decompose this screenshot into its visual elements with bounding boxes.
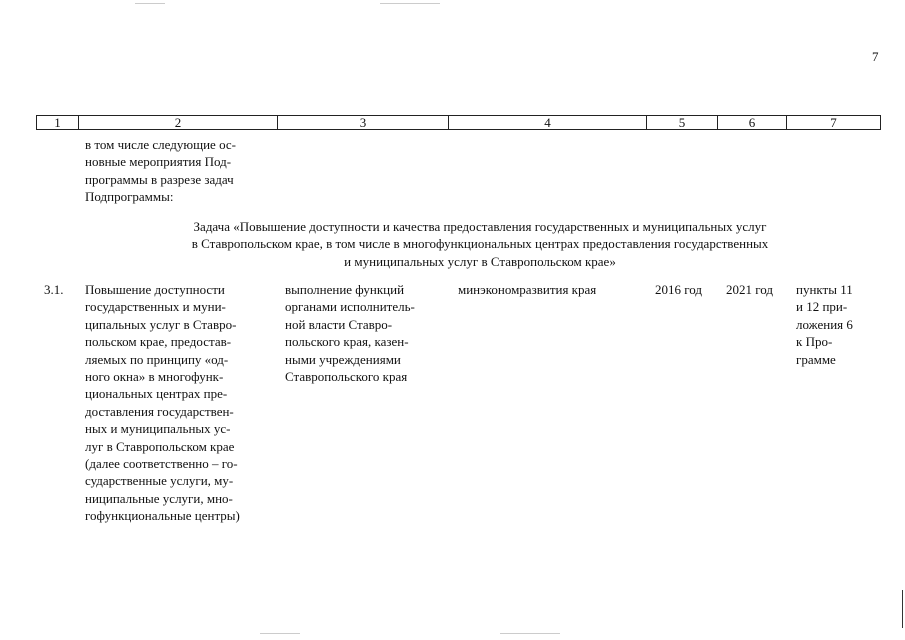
measure-type: выполнение функций органами исполнитель- ной власти Ставро- польского края, казен- ными учреждениями Ставропольского края <box>285 282 415 385</box>
scan-speck <box>500 633 560 634</box>
start-year: 2016 год <box>655 282 702 297</box>
column-header-row <box>36 115 881 130</box>
end-year: 2021 год <box>726 282 773 297</box>
column-number-7: 7 <box>787 116 881 130</box>
intro-text: в том числе следующие ос- новные мероприятия Под- программы в разрезе задач Подпрограммы: <box>85 137 236 205</box>
column-number-2: 2 <box>79 116 278 130</box>
page-edge-line <box>902 590 903 628</box>
row-number: 3.1. <box>44 282 64 297</box>
task-heading: Задача «Повышение доступности и качества предоставления государственных и муниципальных услуг в Ставропольском крае, в том числе в многофункциональных центрах предоставления государственных и муниципальных услуг в Ставропольском крае» <box>191 219 769 269</box>
column-number-3: 3 <box>278 116 449 130</box>
scan-speck <box>260 633 300 634</box>
page-number: 7 <box>872 49 879 64</box>
scan-speck <box>135 3 165 4</box>
column-number-1: 1 <box>37 116 79 130</box>
measure-description: Повышение доступности государственных и муни- ципальных услуг в Ставро- польском крае, предостав- ляемых по принципу «од- ного окна» в многофунк- циональных центрах пре- доставления государствен- ных и муниципальных ус- луг в Ставропольском крае (далее соответственно – го- сударственные услуги, му- ниципальные услуги, мно- гофункциональные центры) <box>85 282 240 524</box>
column-number-6: 6 <box>718 116 787 130</box>
program-reference: пункты 11 и 12 при- ложения 6 к Про- грамме <box>796 282 853 367</box>
scan-speck <box>380 3 440 4</box>
column-number-5: 5 <box>647 116 718 130</box>
column-number-4: 4 <box>449 116 647 130</box>
responsible-executor: минэкономразвития края <box>458 282 597 297</box>
